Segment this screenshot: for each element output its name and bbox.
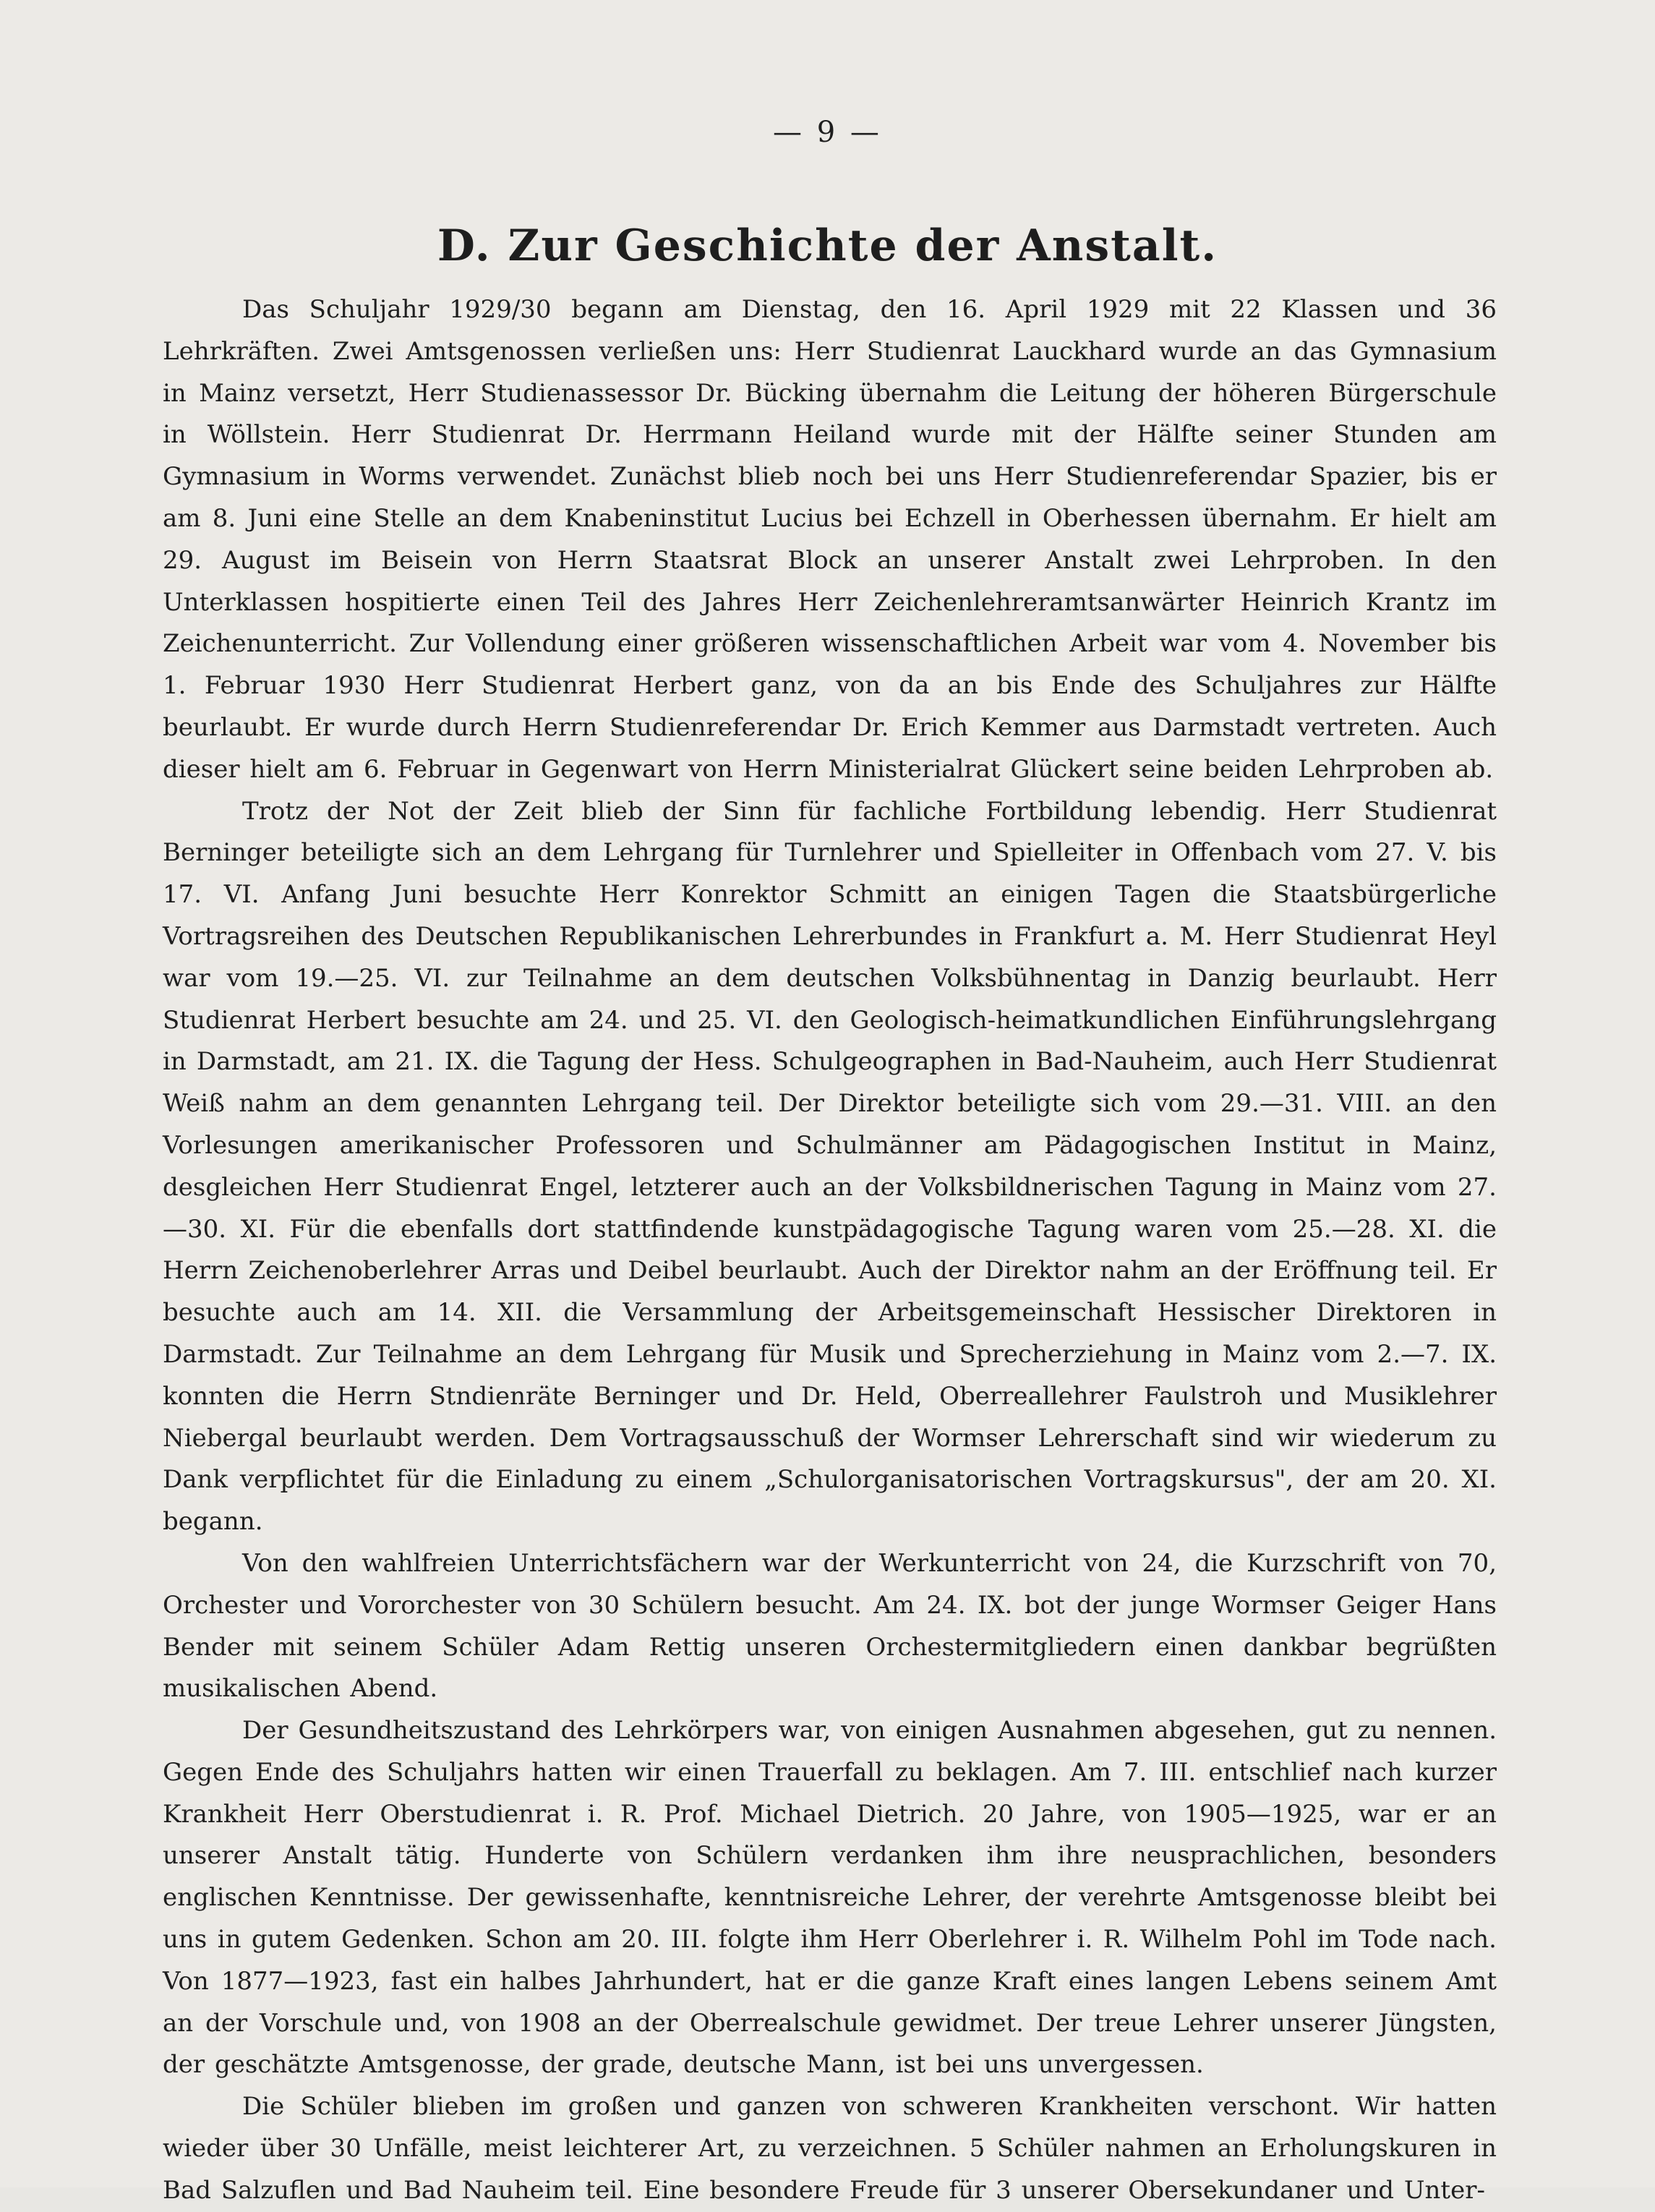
paragraph-2: Trotz der Not der Zeit blieb der Sinn für fachliche Fortbildung lebendig. Herr Studienrat Berninger beteiligte sich an dem Lehrgang für Turnlehrer und Spielleiter in Offenbach vom 27. V. bis 17. VI. Anfang Juni besuchte Herr Konrektor Schmitt an einigen Tagen die Staatsbürgerliche Vortragsreihen des Deutschen Republikanischen Lehrerbundes in Frankfurt a. M. Herr Studienrat Heyl war vom 19.—25. VI. zur Teilnahme an dem deutschen Volksbühnentag in Danzig beurlaubt. Herr Studienrat Herbert besuchte am 24. und 25. VI. den Geologisch-heimatkundlichen Einführungslehrgang in Darmstadt, am 21. IX. die Tagung der Hess. Schulgeographen in Bad-Nauheim, auch Herr Studienrat Weiß nahm an dem genannten Lehrgang teil. Der Direktor beteiligte sich vom 29.—31. VIII. an den Vorlesungen amerikanischer Professoren und Schulmänner am Pädagogischen Institut in Mainz, desgleichen Herr Studienrat Engel, letzterer auch an der Volksbildnerischen Tagung in Mainz vom 27.—30. XI. Für die ebenfalls dort stattfindende kunstpädagogische Tagung waren vom 25.—28. XI. die Herrn Zeichenoberlehrer Arras und Deibel beurlaubt. Auch der Direktor nahm an der Eröffnung teil. Er besuchte auch am 14. XII. die Versammlung der Arbeitsgemeinschaft Hessischer Direktoren in Darmstadt. Zur Teilnahme an dem Lehrgang für Musik und Sprecherziehung in Mainz vom 2.—7. IX. konnten die Herrn Stndienräte Berninger und Dr. Held, Oberreallehrer Faulstroh und Musiklehrer Niebergal beurlaubt werden. Dem Vortragsausschuß der Wormser Lehrerschaft sind wir wiederum zu Dank verpflichtet für die Einladung zu einem „Schulorganisatorischen Vortragskursus", der am 20. XI. begann. — [163, 796, 1497, 1537]
page-number: — 9 — — [773, 116, 882, 149]
paragraph-5: Die Schüler blieben im großen und ganzen von schweren Krankheiten verschont. Wir hatten wieder über 30 Unfälle, meist leichterer Art, zu verzeichnen. 5 Schüler nahmen an Erholungskuren in Bad Salzuflen und Bad Nauheim teil. Eine besondere Freude für 3 unserer Obersekundaner und Unter- — [163, 2092, 1497, 2205]
section-heading: D. Zur Geschichte der Anstalt. — [437, 221, 1218, 271]
body-text — [163, 289, 1497, 2212]
paragraph-3: Von den wahlfreien Unterrichtsfächern war der Werkunterricht von 24, die Kurzschrift von 70, Orchester und Vororchester von 30 Schülern besucht. Am 24. IX. bot der junge Wormser Geiger Hans Bender mit seinem Schüler Adam Rettig unseren Orchestermitgliedern einen dankbar begrüßten musikalischen Abend. — [163, 1548, 1497, 1704]
paragraph-1: Das Schuljahr 1929/30 begann am Dienstag, den 16. April 1929 mit 22 Klassen und 36 Lehrkräften. Zwei Amtsgenossen verließen uns: Herr Studienrat Lauckhard wurde an das Gymnasium in Mainz versetzt, Herr Studienassessor Dr. Bücking übernahm die Leitung der höheren Bürgerschule in Wöllstein. Herr Studienrat Dr. Herrmann Heiland wurde mit der Hälfte seiner Stunden am Gymnasium in Worms verwendet. Zunächst blieb noch bei uns Herr Studienreferendar Spazier, bis er am 8. Juni eine Stelle an dem Knabeninstitut Lucius bei Echzell in Oberhessen übernahm. Er hielt am 29. August im Beisein von Herrn Staatsrat Block an unserer Anstalt zwei Lehrproben. In den Unterklassen hospitierte einen Teil des Jahres Herr Zeichenlehreramtsanwärter Heinrich Krantz im Zeichenunterricht. Zur Vollendung einer größeren wissenschaftlichen Arbeit war vom 4. November bis 1. Februar 1930 Herr Studienrat Herbert ganz, von da an bis Ende des Schuljahres zur Hälfte beurlaubt. Er wurde durch Herrn Studienreferendar Dr. Erich Kemmer aus Darmstadt vertreten. Auch dieser hielt am 6. Februar in Gegenwart von Herrn Ministerialrat Glückert seine beiden Lehrproben ab. — [163, 295, 1497, 784]
paragraph-4: Der Gesundheitszustand des Lehrkörpers war, von einigen Ausnahmen abgesehen, gut zu nennen. Gegen Ende des Schuljahrs hatten wir einen Trauerfall zu beklagen. Am 7. III. entschlief nach kurzer Krankheit Herr Oberstudienrat i. R. Prof. Michael Dietrich. 20 Jahre, von 1905—1925, war er an unserer Anstalt tätig. Hunderte von Schülern verdanken ihm ihre neusprachlichen, besonders englischen Kenntnisse. Der gewissenhafte, kenntnisreiche Lehrer, der verehrte Amtsgenosse bleibt bei uns in gutem Gedenken. Schon am 20. III. folgte ihm Herr Oberlehrer i. R. Wilhelm Pohl im Tode nach. Von 1877—1923, fast ein halbes Jahrhundert, hat er die ganze Kraft eines langen Lebens seinem Amt an der Vorschule und, von 1908 an der Oberrealschule gewidmet. Der treue Lehrer unserer Jüngsten, der geschätzte Amtsgenosse, der grade, deutsche Mann, ist bei uns unvergessen. — [163, 1716, 1497, 2080]
